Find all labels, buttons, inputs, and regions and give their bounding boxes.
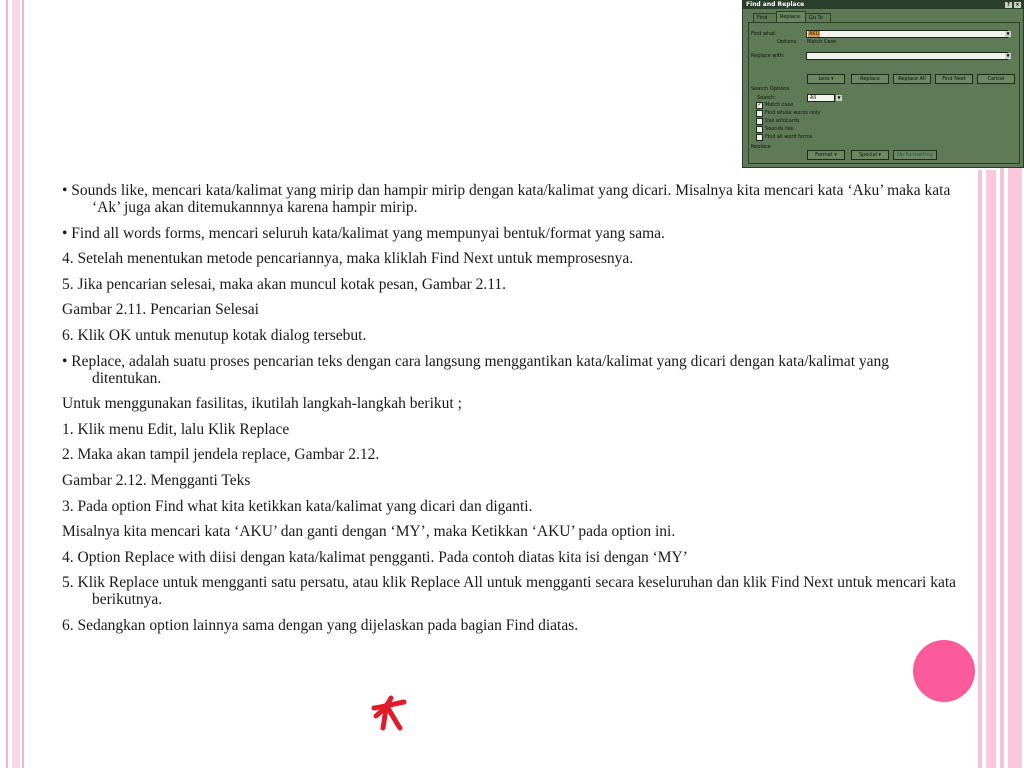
help-icon: ?	[1005, 2, 1012, 8]
dialog-title-bar	[743, 1, 1023, 9]
paragraph-step-6-other-options: 6. Sedangkan option lainnya sama dengan yang dijelaskan pada bagian Find diatas.	[62, 616, 579, 634]
right-stripe-inner-wide	[986, 170, 996, 768]
tab-find: Find	[753, 13, 779, 23]
replace-all-button: Replace All	[893, 74, 931, 84]
dialog-title: Find and Replace	[746, 1, 805, 8]
left-stripe-wide	[12, 0, 20, 768]
search-label: Search:	[757, 95, 776, 101]
paragraph-step-4-replace-with: 4. Option Replace with diisi dengan kata/kalimat pengganti. Pada contoh diatas kita isi dengan ‘MY’	[62, 548, 688, 566]
slide-body-text	[62, 182, 962, 643]
replace-with-label: Replace with:	[751, 53, 785, 59]
special-button: Special ▾	[851, 150, 889, 160]
search-value: All	[810, 95, 817, 101]
paragraph-replace: • Replace, adalah suatu proses pencarian teks dengan cara langsung menggantikan kata/kalimat yang dicari dengan kata/kalimat yang ditentukan.	[62, 352, 890, 387]
close-icon: ×	[1015, 2, 1020, 8]
no-formatting-button: No Formatting	[893, 150, 937, 160]
paragraph-step-1-edit: 1. Klik menu Edit, lalu Klik Replace	[62, 420, 290, 438]
tab-replace: Replace	[776, 11, 806, 23]
asterisk-icon	[368, 694, 408, 734]
whole-words-checkbox	[756, 110, 763, 117]
search-dropdown-icon: ▼	[837, 95, 841, 100]
paragraph-example-aku: Misalnya kita mencari kata ‘AKU’ dan ganti dengan ‘MY’, maka Ketikkan ‘AKU’ pada option ini.	[62, 523, 676, 541]
word-forms-label: Find all word forms	[765, 134, 813, 140]
match-case-label: Match case	[765, 102, 794, 108]
wildcards-checkbox	[756, 118, 763, 125]
replace-with-field	[806, 52, 1008, 60]
paragraph-step-3-find-what: 3. Pada option Find what kita ketikkan kata/kalimat yang dicari dan diganti.	[62, 497, 533, 515]
paragraph-step-2-window: 2. Maka akan tampil jendela replace, Gambar 2.12.	[62, 446, 380, 464]
find-replace-dialog-image	[742, 0, 1024, 168]
replace-button: Replace	[851, 74, 889, 84]
search-select	[807, 94, 835, 102]
sounds-like-label: Sounds like	[765, 126, 794, 132]
paragraph-find-all-word-forms: • Find all words forms, mencari seluruh kata/kalimat yang mempunyai bentuk/format yang sama.	[62, 224, 665, 242]
tab-goto: Go To	[805, 13, 831, 23]
format-button: Format ▾	[807, 150, 845, 160]
find-what-value: AKU	[809, 31, 820, 37]
replace-with-dropdown-icon: ▼	[1006, 53, 1010, 58]
options-value: Match Case	[807, 39, 837, 45]
paragraph-step-5-message: 5. Jika pencarian selesai, maka akan muncul kotak pesan, Gambar 2.11.	[62, 275, 507, 293]
cancel-button: Cancel	[977, 74, 1015, 84]
options-label: Options:	[777, 39, 798, 45]
figure-caption-2-11: Gambar 2.11. Pencarian Selesai	[62, 301, 259, 319]
wildcards-label: Use wildcards	[765, 118, 800, 124]
figure-caption-2-12: Gambar 2.12. Mengganti Teks	[62, 471, 251, 489]
paragraph-step-6-ok: 6. Klik OK untuk menutup kotak dialog tersebut.	[62, 326, 367, 344]
whole-words-label: Find whole words only	[765, 110, 821, 116]
replace-section-label: Replace	[751, 144, 771, 150]
paragraph-step-4-find-next: 4. Setelah menentukan metode pencariannya, maka kliklah Find Next untuk memprosesnya.	[62, 250, 634, 268]
search-options-label: Search Options	[751, 86, 790, 92]
paragraph-instructions-intro: Untuk menggunakan fasilitas, ikutilah langkah-langkah berikut ;	[62, 395, 462, 413]
right-stripe-inner-thin	[978, 170, 982, 768]
match-case-checkbox: ✓	[757, 102, 762, 108]
find-next-button: Find Next	[935, 74, 973, 84]
find-what-field	[806, 30, 1008, 38]
pink-circle-decoration	[913, 640, 975, 702]
left-stripe-thin	[6, 0, 8, 768]
find-what-label: Find what:	[751, 31, 777, 37]
word-forms-checkbox	[756, 134, 763, 141]
paragraph-step-5-replace-all: 5. Klik Replace untuk mengganti satu persatu, atau klik Replace All untuk mengganti secara keseluruhan dan klik Find Next untuk mencari kata berikutnya.	[62, 574, 957, 609]
paragraph-sounds-like: • Sounds like, mencari kata/kalimat yang mirip dan hampir mirip dengan kata/kalimat yang dicari. Misalnya kita mencari kata ‘Aku’ maka kata ‘Ak’ juga akan ditemukannnya karena hampir mirip.	[62, 182, 951, 216]
sounds-like-checkbox	[756, 126, 763, 133]
left-stripe-thin-2	[22, 0, 24, 768]
less-button: Less ▾	[807, 74, 845, 84]
find-what-dropdown-icon: ▼	[1006, 31, 1010, 36]
